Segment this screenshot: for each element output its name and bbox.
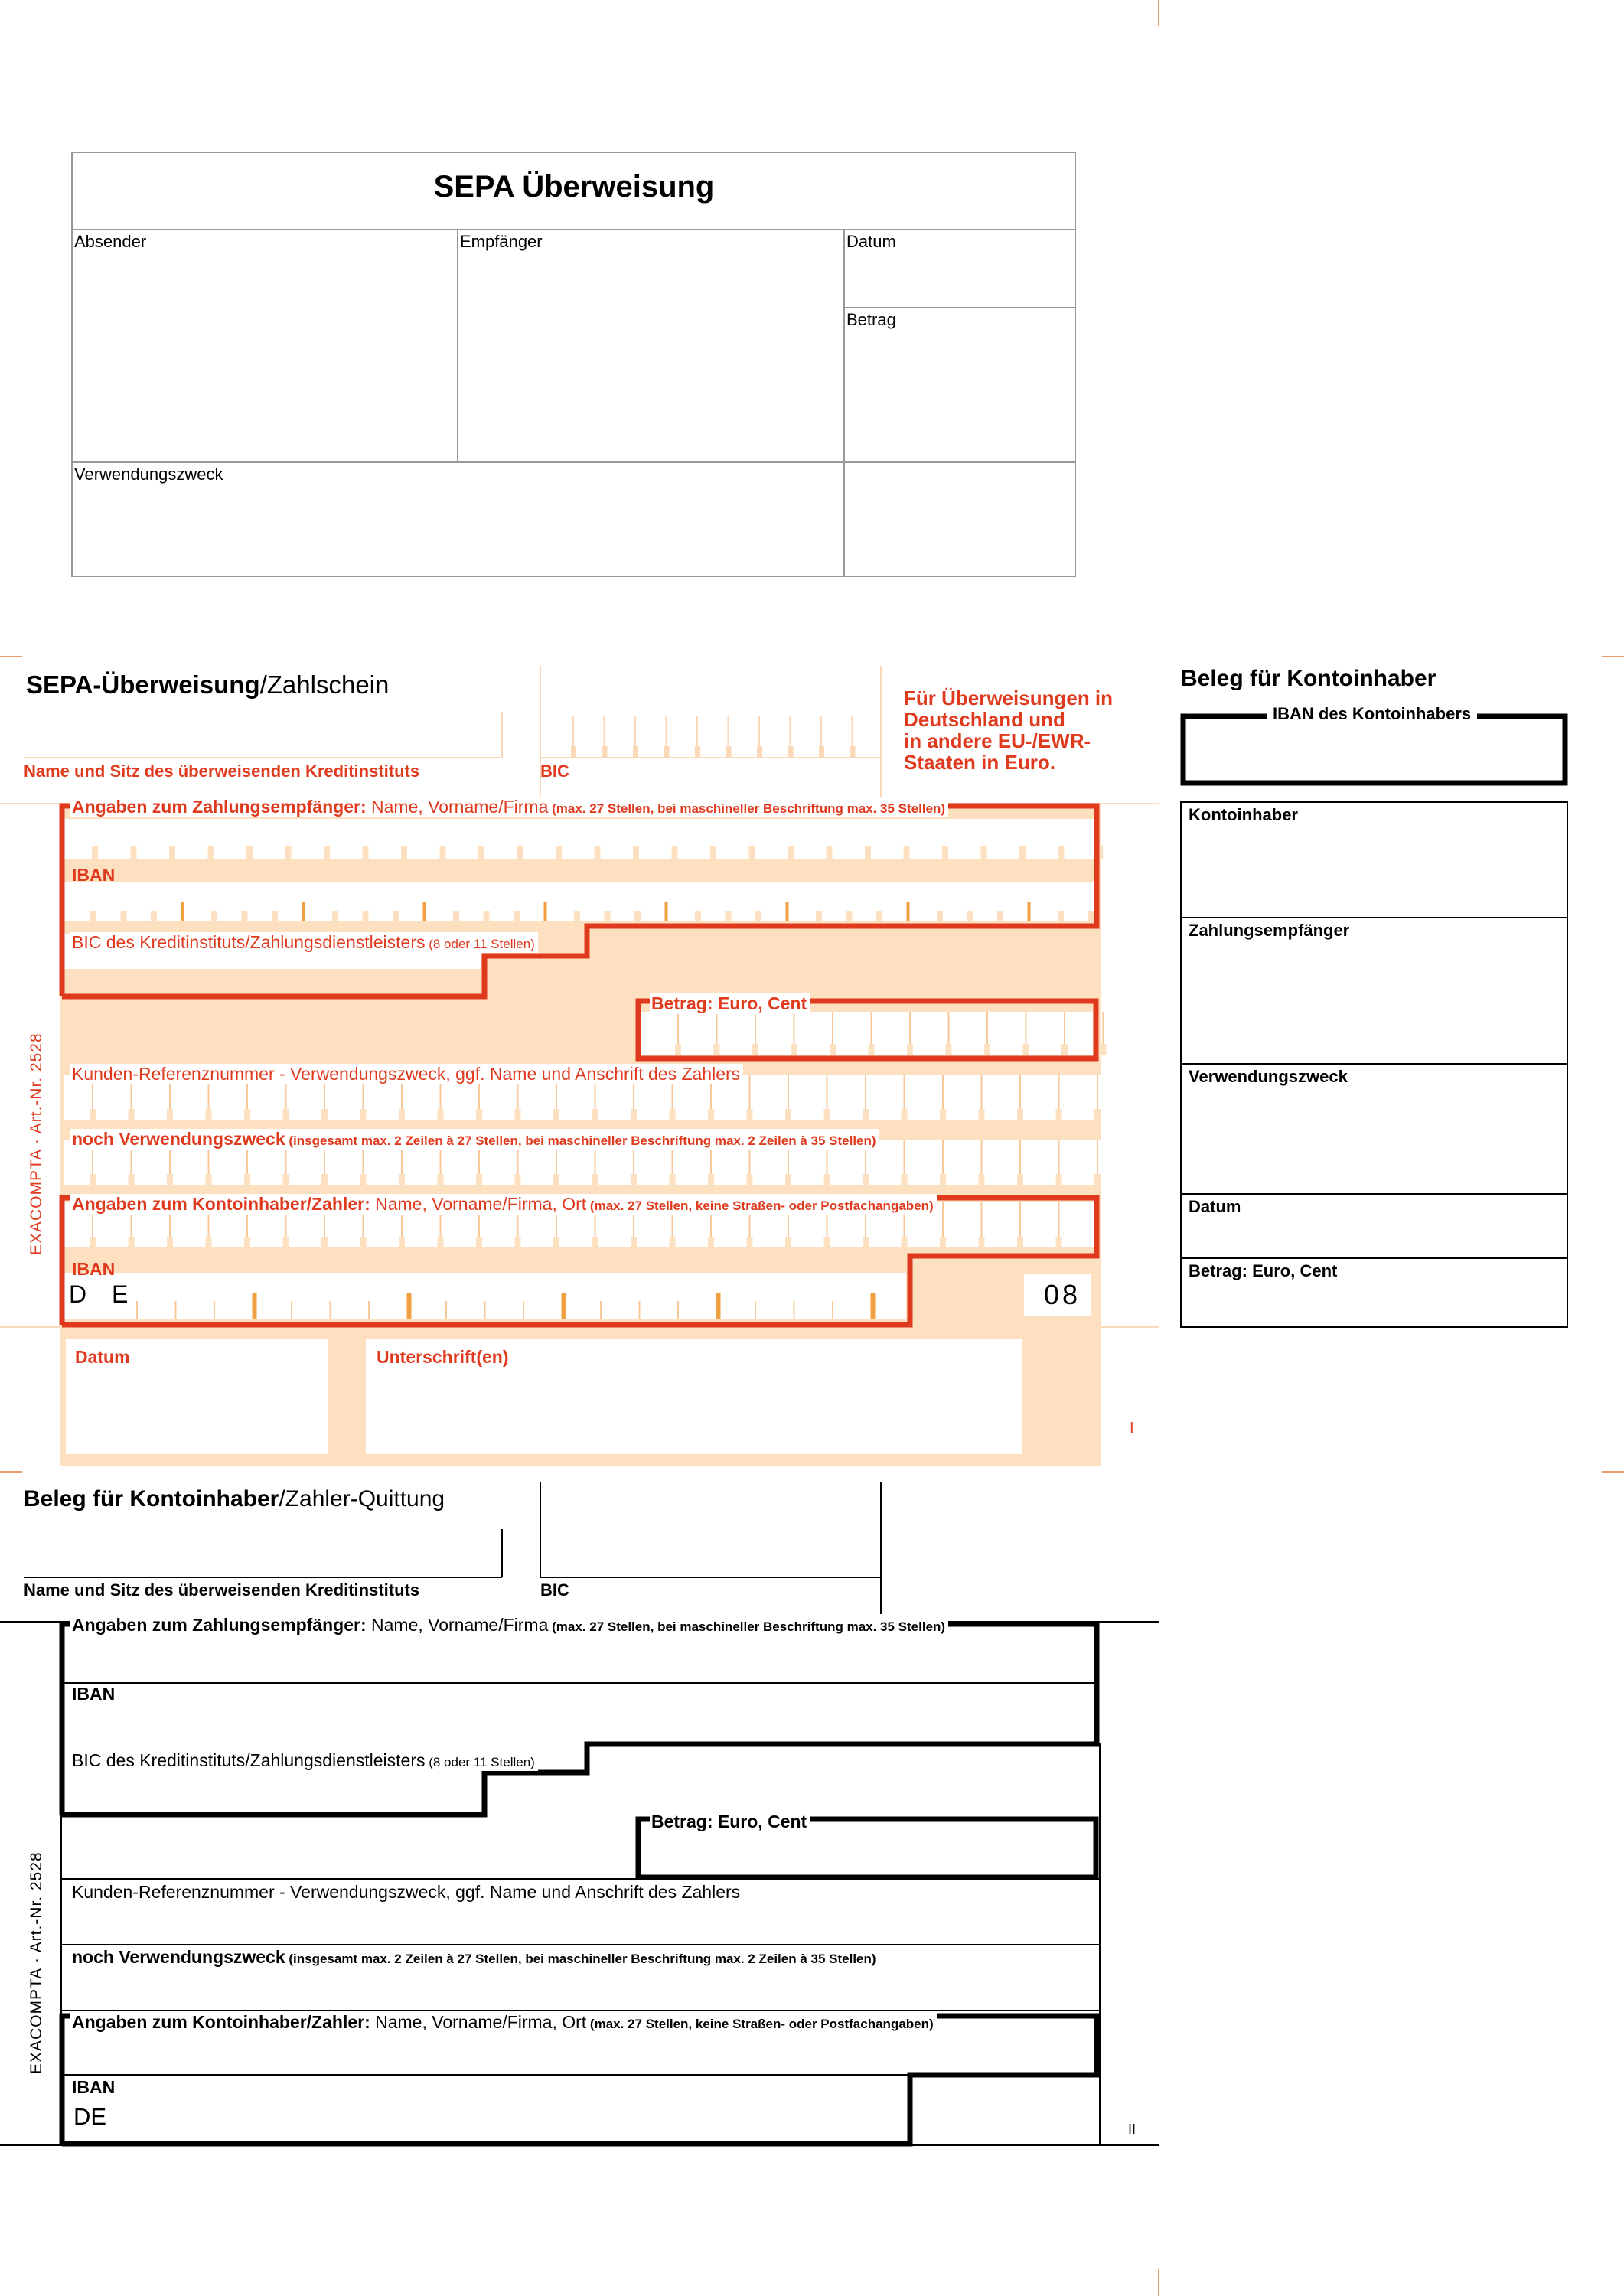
comb-tick xyxy=(574,911,580,921)
comb-tick xyxy=(291,1301,292,1319)
receipt-payer-iban-label: IBAN xyxy=(72,2077,116,2097)
comb-tick xyxy=(131,846,137,859)
comb-tick xyxy=(708,1174,714,1185)
comb-tick xyxy=(695,911,701,921)
comb-tick xyxy=(246,974,253,987)
receipt-bic-label: BIC xyxy=(540,1580,569,1600)
comb-tick xyxy=(979,1174,985,1185)
comb-tick xyxy=(283,1109,289,1120)
comb-tick xyxy=(244,1174,250,1185)
comb-tick xyxy=(1056,1237,1062,1247)
comb-tick xyxy=(544,902,547,921)
comb-tick xyxy=(401,846,407,859)
comb-tick xyxy=(401,974,407,987)
comb-tick xyxy=(605,911,611,921)
comb-tick xyxy=(675,1044,681,1055)
bic-comb-tick xyxy=(695,746,700,758)
comb-tick xyxy=(476,1109,482,1120)
comb-tick xyxy=(285,846,292,859)
comb-tick xyxy=(92,974,98,987)
comb-tick xyxy=(136,1301,138,1319)
comb-tick xyxy=(788,846,794,859)
slip-iban-label: IBAN xyxy=(72,865,116,885)
comb-tick xyxy=(332,911,338,921)
comb-tick xyxy=(438,1109,444,1120)
comb-tick xyxy=(785,1109,791,1120)
comb-tick xyxy=(670,1174,676,1185)
comb-tick xyxy=(749,846,755,859)
comb-tick xyxy=(253,1293,257,1319)
comb-tick xyxy=(785,1174,791,1185)
comb-tick xyxy=(206,1174,212,1185)
comb-tick xyxy=(871,1293,876,1319)
comb-tick xyxy=(484,1301,486,1319)
comb-tick xyxy=(246,846,253,859)
comb-tick xyxy=(302,902,305,921)
comb-tick xyxy=(1058,846,1065,859)
overview-title: SEPA Überweisung xyxy=(433,170,715,204)
comb-tick xyxy=(167,1237,173,1247)
comb-tick xyxy=(752,1044,758,1055)
bic-comb-tick xyxy=(666,716,667,746)
holder-row-purpose: Verwendungszweck xyxy=(1189,1067,1348,1086)
comb-tick xyxy=(1017,1174,1023,1185)
comb-tick xyxy=(476,1174,482,1185)
bic-comb-tick xyxy=(728,716,729,746)
comb-tick xyxy=(631,1174,637,1185)
comb-tick xyxy=(523,1301,524,1319)
receipt-part-marker: II xyxy=(1128,2122,1136,2137)
holder-row-amount: Betrag: Euro, Cent xyxy=(1189,1261,1338,1280)
comb-tick xyxy=(940,1109,946,1120)
comb-tick xyxy=(639,1301,641,1319)
comb-tick xyxy=(283,1174,289,1185)
comb-tick xyxy=(747,1109,753,1120)
comb-tick xyxy=(865,846,871,859)
comb-tick xyxy=(167,1174,173,1185)
slip-bic-label: BIC xyxy=(540,762,569,781)
comb-tick xyxy=(393,911,399,921)
comb-tick xyxy=(670,1109,676,1120)
comb-tick xyxy=(553,1237,559,1247)
comb-tick xyxy=(515,1237,521,1247)
comb-tick xyxy=(330,1301,331,1319)
receipt-payer-label: Angaben zum Kontoinhaber/Zahler: Name, Vorname/Firma, Ort (max. 27 Stellen, keine Straßen- oder Postfachangaben) xyxy=(70,2012,937,2033)
comb-tick xyxy=(824,1109,830,1120)
comb-tick xyxy=(816,911,822,921)
comb-tick xyxy=(321,1237,328,1247)
bic-comb-tick xyxy=(726,746,732,758)
comb-tick xyxy=(90,1109,96,1120)
comb-tick xyxy=(92,846,98,859)
comb-tick xyxy=(907,1044,913,1055)
comb-tick xyxy=(1017,1109,1023,1120)
comb-tick xyxy=(672,846,678,859)
slip-code: 08 xyxy=(1044,1279,1081,1310)
comb-tick xyxy=(363,846,369,859)
comb-tick xyxy=(321,1109,328,1120)
comb-tick xyxy=(169,974,175,987)
comb-tick xyxy=(716,1293,721,1319)
comb-tick xyxy=(363,911,369,921)
comb-tick xyxy=(363,974,369,987)
comb-tick xyxy=(981,846,987,859)
comb-tick xyxy=(407,1293,412,1319)
comb-tick xyxy=(1019,846,1026,859)
holder-row-kontoinhaber: Kontoinhaber xyxy=(1189,805,1298,824)
comb-tick xyxy=(167,1109,173,1120)
slip-reference-label: Kunden-Referenznummer - Verwendungszweck, ggf. Name und Anschrift des Zahlers xyxy=(70,1064,743,1084)
comb-tick xyxy=(634,911,641,921)
slip-part-marker: I xyxy=(1130,1420,1134,1437)
overview-purpose-label: Verwendungszweck xyxy=(74,465,223,484)
comb-tick xyxy=(324,974,330,987)
comb-tick xyxy=(360,1237,367,1247)
comb-tick xyxy=(846,911,853,921)
bic-comb-tick xyxy=(850,746,856,758)
comb-tick xyxy=(726,911,732,921)
comb-tick xyxy=(904,846,910,859)
slip-amount-label: Betrag: Euro, Cent xyxy=(650,993,810,1014)
bic-comb-tick xyxy=(758,716,760,746)
comb-tick xyxy=(631,1109,637,1120)
comb-tick xyxy=(785,1237,791,1247)
receipt-title: Beleg für Kontoinhaber/Zahler-Quittung xyxy=(24,1486,445,1512)
comb-tick xyxy=(708,1109,714,1120)
comb-tick xyxy=(755,1301,756,1319)
comb-tick xyxy=(592,1109,598,1120)
slip-notice: Für Überweisungen in Deutschland und in andere EU-/EWR- Staaten in Euro. xyxy=(904,687,1114,774)
overview-amount-label: Betrag xyxy=(846,310,896,329)
comb-tick xyxy=(285,974,292,987)
comb-tick xyxy=(90,1174,96,1185)
comb-tick xyxy=(478,846,484,859)
comb-tick xyxy=(562,1293,566,1319)
comb-tick xyxy=(902,1174,908,1185)
comb-tick xyxy=(438,1174,444,1185)
comb-tick xyxy=(445,1301,447,1319)
holder-table-lines xyxy=(1181,802,1567,1327)
comb-tick xyxy=(206,1109,212,1120)
bic-comb-tick xyxy=(571,746,576,758)
comb-tick xyxy=(902,1109,908,1120)
receipt-iban-label: IBAN xyxy=(72,1684,116,1704)
comb-tick xyxy=(476,1237,482,1247)
comb-tick xyxy=(484,911,490,921)
receipt-reference-label: Kunden-Referenznummer - Verwendungszweck, ggf. Name und Anschrift des Zahlers xyxy=(72,1882,741,1902)
slip-article-number: EXACOMPTA · Art.-Nr. 2528 xyxy=(28,1032,45,1255)
overview-sender-label: Absender xyxy=(74,232,147,251)
comb-tick xyxy=(942,846,948,859)
overview-date-label: Datum xyxy=(846,232,896,251)
comb-tick xyxy=(1017,1237,1023,1247)
receipt-purpose2-label: noch Verwendungszweck (insgesamt max. 2 Zeilen à 27 Stellen, bei maschineller Beschriftung max. 2 Zeilen à 35 Stellen) xyxy=(72,1947,876,1967)
bic-comb-tick xyxy=(572,716,574,746)
comb-tick xyxy=(863,1237,869,1247)
comb-tick xyxy=(1088,911,1094,921)
comb-tick xyxy=(556,846,562,859)
comb-tick xyxy=(1058,911,1064,921)
receipt-bic-psp-label: BIC des Kreditinstituts/Zahlungsdienstleisters (8 oder 11 Stellen) xyxy=(70,1750,538,1771)
comb-tick xyxy=(670,1237,676,1247)
comb-tick xyxy=(244,1237,250,1247)
comb-tick xyxy=(832,1301,833,1319)
comb-tick xyxy=(244,1109,250,1120)
comb-tick xyxy=(553,1174,559,1185)
comb-tick xyxy=(283,1237,289,1247)
overview-recipient-label: Empfänger xyxy=(460,232,543,251)
overview-table-lines xyxy=(72,152,1075,576)
slip-title: SEPA-Überweisung/Zahlschein xyxy=(26,670,390,699)
slip-date-label[interactable]: Datum xyxy=(75,1347,130,1367)
comb-tick xyxy=(1056,1174,1062,1185)
comb-tick xyxy=(399,1109,405,1120)
slip-bic-psp-label: BIC des Kreditinstituts/Zahlungsdienstleisters (8 oder 11 Stellen) xyxy=(70,932,538,953)
comb-tick xyxy=(940,1174,946,1185)
comb-tick xyxy=(869,1044,875,1055)
comb-tick xyxy=(786,902,789,921)
comb-tick xyxy=(321,1174,328,1185)
slip-payer-label: Angaben zum Kontoinhaber/Zahler: Name, Vorname/Firma, Ort (max. 27 Stellen, keine Straßen- oder Postfachangaben) xyxy=(70,1194,937,1215)
comb-tick xyxy=(208,974,214,987)
comb-tick xyxy=(181,902,184,921)
comb-tick xyxy=(946,1044,952,1055)
comb-tick xyxy=(863,1174,869,1185)
comb-tick xyxy=(665,902,668,921)
comb-tick xyxy=(677,1301,679,1319)
comb-tick xyxy=(121,911,127,921)
comb-tick xyxy=(324,846,330,859)
comb-tick xyxy=(129,1109,135,1120)
slip-signature-label[interactable]: Unterschrift(en) xyxy=(377,1347,509,1367)
comb-tick xyxy=(440,974,446,987)
comb-tick xyxy=(984,1044,990,1055)
comb-tick xyxy=(600,1301,602,1319)
slip-recipient-label: Angaben zum Zahlungsempfänger: Name, Vorname/Firma (max. 27 Stellen, bei maschineller Beschriftung max. 35 Stellen) xyxy=(70,797,948,817)
comb-tick xyxy=(902,1237,908,1247)
receipt-amount-label: Betrag: Euro, Cent xyxy=(650,1812,810,1832)
comb-tick xyxy=(399,1174,405,1185)
bic-comb-tick xyxy=(604,716,605,746)
comb-tick xyxy=(714,1044,720,1055)
comb-tick xyxy=(208,846,214,859)
bic-comb-tick xyxy=(602,746,608,758)
slip-iban-prefix-e: E xyxy=(112,1280,129,1308)
holder-iban-box xyxy=(1183,716,1565,783)
bic-comb-tick xyxy=(820,716,822,746)
comb-tick xyxy=(708,1237,714,1247)
comb-tick xyxy=(633,846,639,859)
comb-tick xyxy=(791,1044,797,1055)
comb-tick xyxy=(827,846,833,859)
comb-tick xyxy=(595,846,601,859)
comb-tick xyxy=(272,911,278,921)
comb-tick xyxy=(747,1237,753,1247)
comb-tick xyxy=(755,911,761,921)
comb-tick xyxy=(997,911,1003,921)
comb-tick xyxy=(438,1237,444,1247)
comb-tick xyxy=(940,1237,946,1247)
comb-tick xyxy=(592,1237,598,1247)
comb-tick xyxy=(631,1237,637,1247)
bic-comb-tick xyxy=(664,746,670,758)
bic-comb-tick xyxy=(634,716,636,746)
comb-tick xyxy=(206,1237,212,1247)
comb-tick xyxy=(175,1301,177,1319)
holder-receipt-title: Beleg für Kontoinhaber xyxy=(1181,666,1436,691)
comb-tick xyxy=(514,911,520,921)
comb-tick xyxy=(710,846,716,859)
comb-tick xyxy=(151,911,157,921)
receipt-article-number: EXACOMPTA · Art.-Nr. 2528 xyxy=(28,1851,45,2074)
comb-tick xyxy=(830,1044,836,1055)
bic-comb-tick xyxy=(757,746,762,758)
receipt-bank-label: Name und Sitz des überweisenden Kreditinstituts xyxy=(24,1580,420,1600)
comb-tick xyxy=(360,1109,367,1120)
slip-iban-prefix-d: D xyxy=(69,1280,87,1308)
holder-iban-label: IBAN des Kontoinhabers xyxy=(1267,704,1477,724)
bic-comb-tick xyxy=(696,716,698,746)
bic-comb-tick xyxy=(790,716,791,746)
comb-tick xyxy=(1056,1109,1062,1120)
comb-tick xyxy=(368,1301,370,1319)
bic-comb-tick xyxy=(852,716,853,746)
holder-row-recipient: Zahlungsempfänger xyxy=(1189,921,1350,940)
comb-tick xyxy=(515,1174,521,1185)
receipt-iban-prefix: DE xyxy=(73,2103,107,2130)
comb-tick xyxy=(979,1237,985,1247)
comb-tick xyxy=(863,1109,869,1120)
slip-purpose2-label: noch Verwendungszweck (insgesamt max. 2 Zeilen à 27 Stellen, bei maschineller Beschriftung max. 2 Zeilen à 35 Stellen) xyxy=(70,1129,879,1150)
comb-tick xyxy=(440,846,446,859)
comb-tick xyxy=(1023,1044,1029,1055)
comb-tick xyxy=(937,911,943,921)
comb-tick xyxy=(979,1109,985,1120)
holder-row-date: Datum xyxy=(1189,1197,1241,1216)
comb-tick xyxy=(592,1174,598,1185)
comb-tick xyxy=(794,1301,795,1319)
slip-payer-iban-label: IBAN xyxy=(72,1259,116,1279)
bic-comb-tick xyxy=(819,746,824,758)
bic-comb-tick xyxy=(788,746,794,758)
comb-tick xyxy=(423,902,426,921)
comb-tick xyxy=(169,846,175,859)
comb-tick xyxy=(967,911,973,921)
comb-tick xyxy=(747,1174,753,1185)
comb-tick xyxy=(90,911,96,921)
comb-tick xyxy=(129,1174,135,1185)
comb-tick xyxy=(876,911,882,921)
comb-tick xyxy=(360,1174,367,1185)
comb-tick xyxy=(1028,902,1031,921)
comb-tick xyxy=(1094,1174,1101,1185)
comb-tick xyxy=(242,911,248,921)
comb-tick xyxy=(553,1109,559,1120)
receipt-recipient-label: Angaben zum Zahlungsempfänger: Name, Vorname/Firma (max. 27 Stellen, bei maschineller Beschriftung max. 35 Stellen) xyxy=(70,1615,948,1636)
comb-tick xyxy=(90,1237,96,1247)
comb-tick xyxy=(131,974,137,987)
bic-comb-tick xyxy=(633,746,638,758)
comb-tick xyxy=(1061,1044,1068,1055)
comb-tick xyxy=(515,1109,521,1120)
comb-tick xyxy=(453,911,459,921)
comb-tick xyxy=(214,1301,215,1319)
comb-tick xyxy=(1101,1044,1107,1055)
comb-tick xyxy=(211,911,217,921)
comb-tick xyxy=(824,1237,830,1247)
comb-tick xyxy=(129,1237,135,1247)
comb-tick xyxy=(907,902,910,921)
comb-tick xyxy=(1094,1109,1101,1120)
comb-tick xyxy=(824,1174,830,1185)
comb-tick xyxy=(399,1237,405,1247)
comb-tick xyxy=(517,846,523,859)
slip-bank-label: Name und Sitz des überweisenden Kreditinstituts xyxy=(24,762,420,781)
